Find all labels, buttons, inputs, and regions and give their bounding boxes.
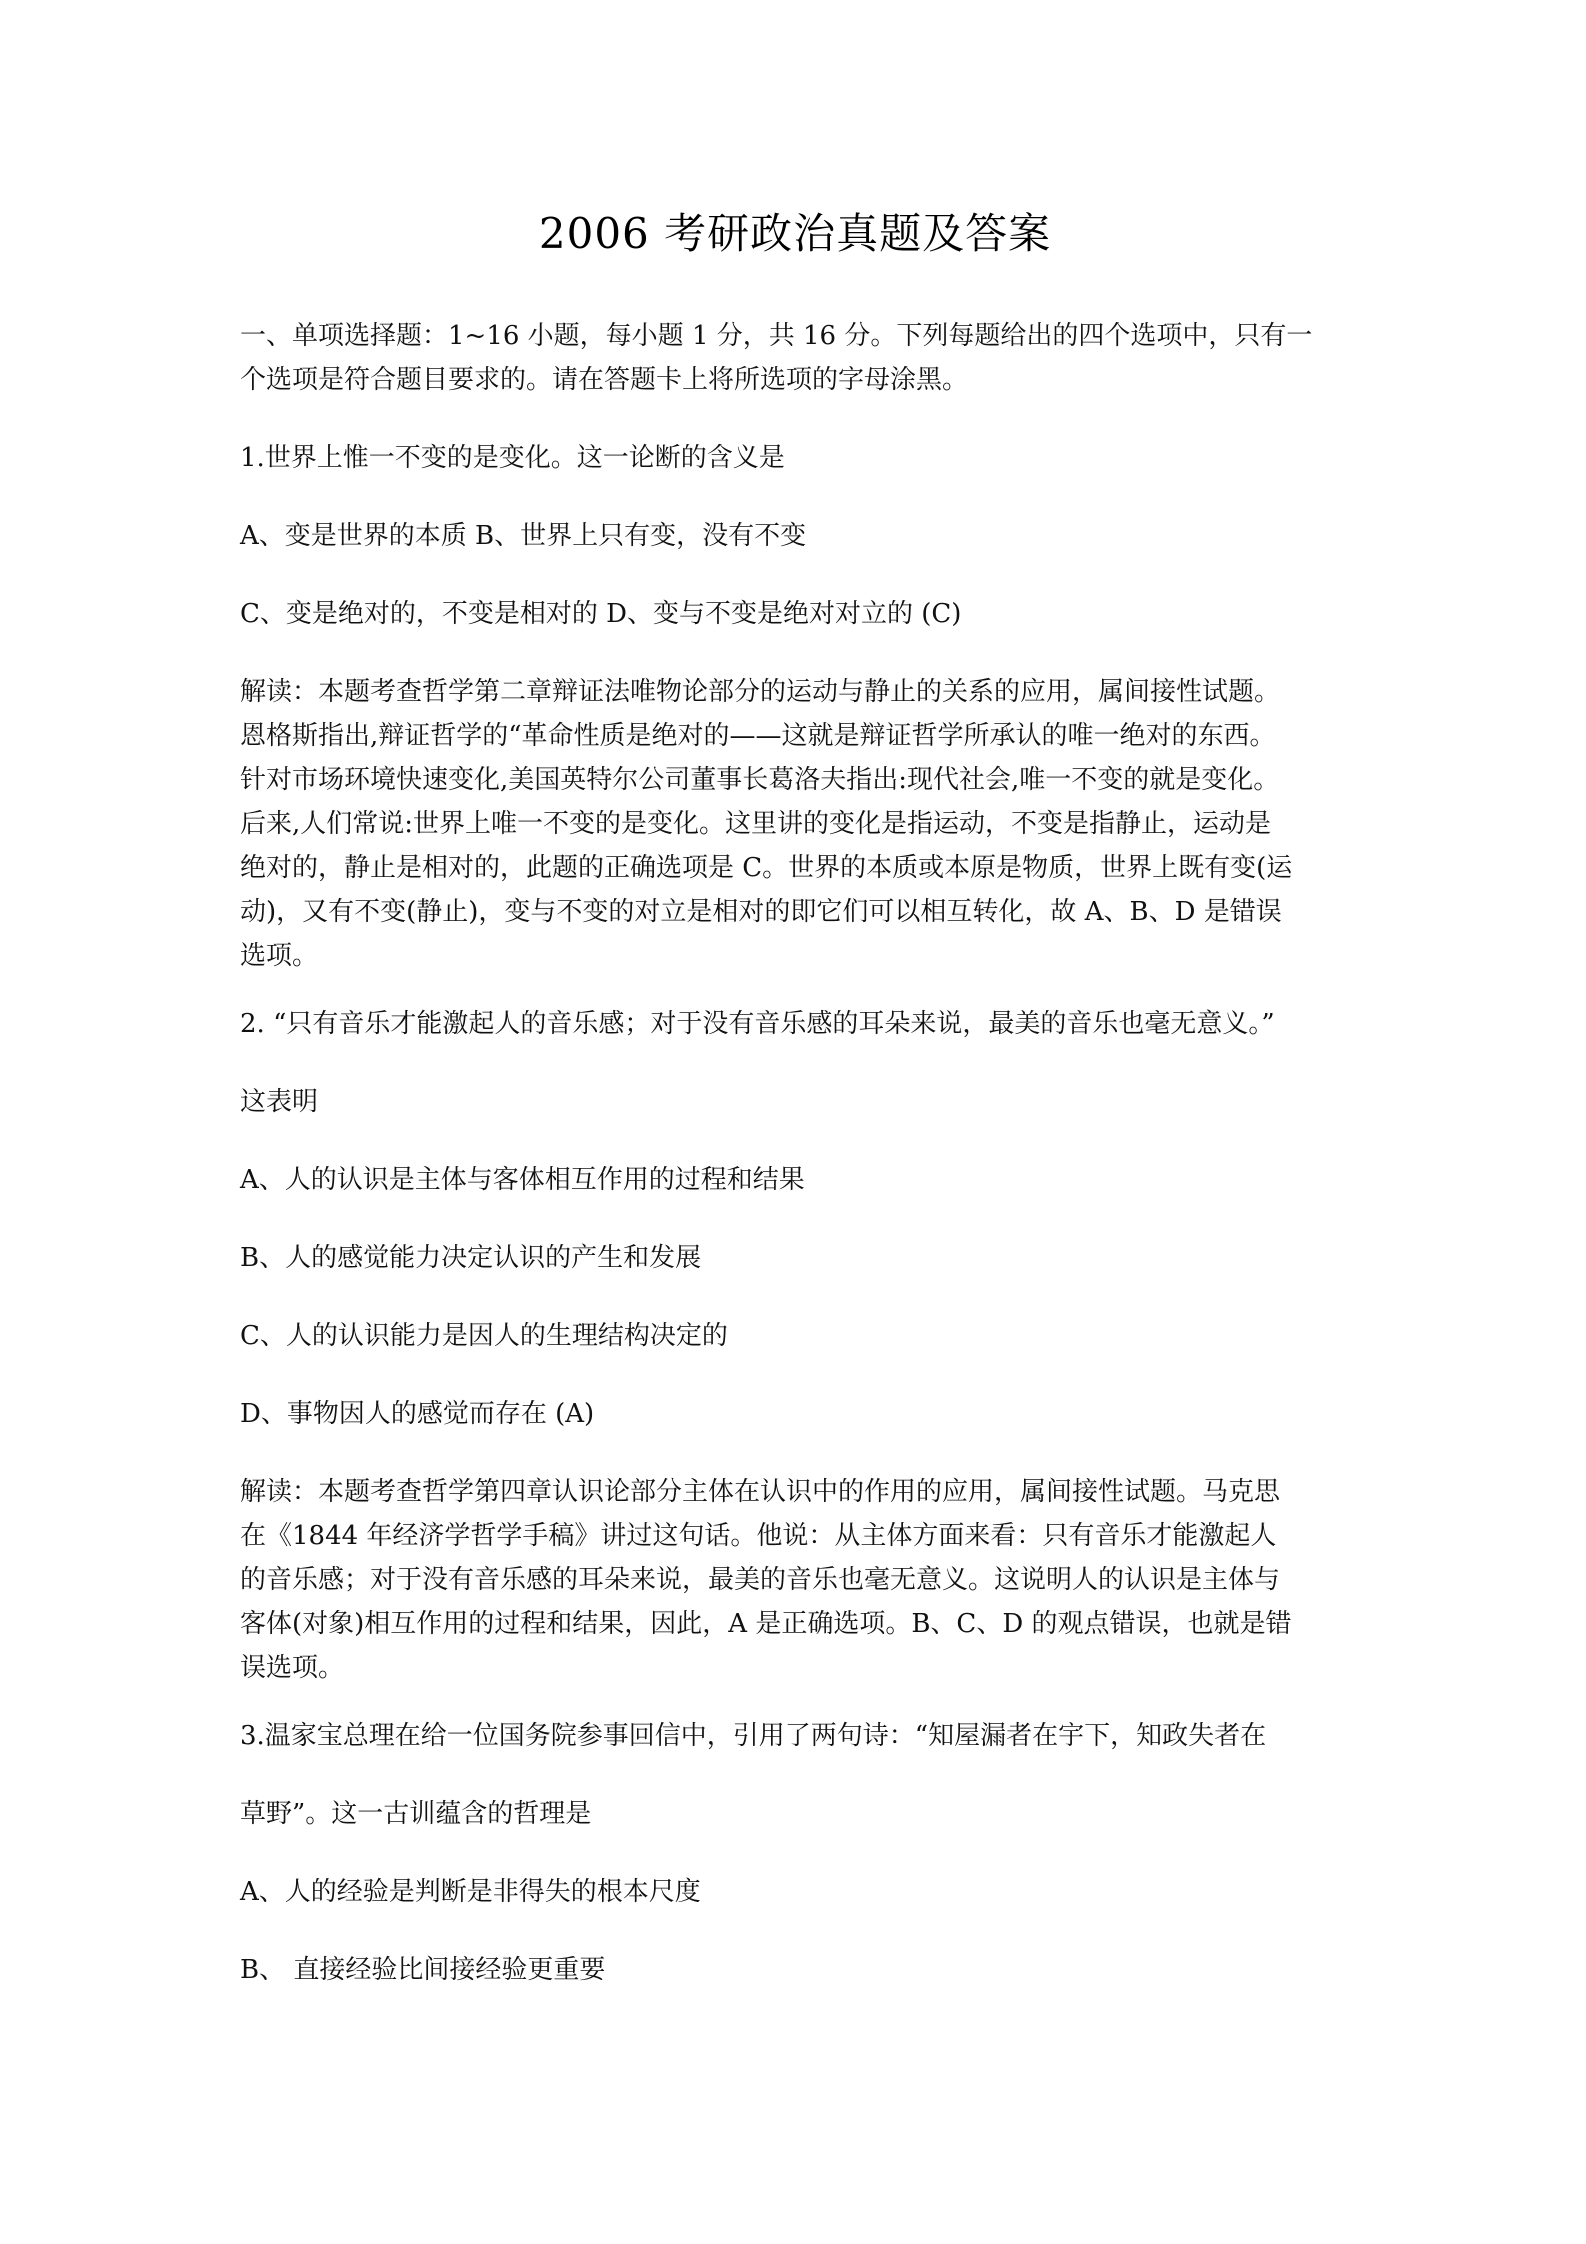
question-1-options-ab: A、变是世界的本质 B、世界上只有变，没有不变 — [240, 521, 807, 551]
explanation-line: 动)，又有不变(静止)，变与不变的对立是相对的即它们可以相互转化，故 A、B、D 是错误 — [240, 897, 1282, 927]
document-page — [240, 0, 1350, 2244]
explanation-line: 选项。 — [240, 941, 319, 971]
question-1-stem: 1.世界上惟一不变的是变化。这一论断的含义是 — [240, 443, 785, 473]
question-2-option-d: D、事物因人的感觉而存在 (A) — [240, 1399, 595, 1429]
question-1-explanation — [240, 670, 1350, 978]
question-2-stem-cont: 这表明 — [240, 1087, 319, 1117]
explanation-line: 解读：本题考查哲学第二章辩证法唯物论部分的运动与静止的关系的应用，属间接性试题。 — [240, 677, 1281, 707]
question-2-option-c: C、人的认识能力是因人的生理结构决定的 — [240, 1321, 728, 1351]
explanation-line: 在《1844 年经济学哲学手稿》讲过这句话。他说：从主体方面来看：只有音乐才能激起人 — [240, 1521, 1277, 1551]
explanation-line: 绝对的，静止是相对的，此题的正确选项是 C。世界的本质或本原是物质，世界上既有变(运 — [240, 853, 1293, 883]
explanation-line: 解读：本题考查哲学第四章认识论部分主体在认识中的作用的应用，属间接性试题。马克思 — [240, 1477, 1281, 1507]
section-intro-line-2: 个选项是符合题目要求的。请在答题卡上将所选项的字母涂黑。 — [240, 365, 969, 395]
question-3-option-a: A、人的经验是判断是非得失的根本尺度 — [240, 1877, 701, 1907]
page-title: 2006 考研政治真题及答案 — [538, 209, 1052, 258]
explanation-line: 的音乐感；对于没有音乐感的耳朵来说，最美的音乐也毫无意义。这说明人的认识是主体与 — [240, 1565, 1281, 1595]
explanation-line: 误选项。 — [240, 1653, 345, 1683]
question-3-stem: 3.温家宝总理在给一位国务院参事回信中，引用了两句诗：“知屋漏者在宇下，知政失者在 — [240, 1721, 1267, 1751]
section-intro-line-1: 一、单项选择题：1~16 小题，每小题 1 分，共 16 分。下列每题给出的四个选项中，只有一 — [240, 321, 1313, 351]
question-2-option-a: A、人的认识是主体与客体相互作用的过程和结果 — [240, 1165, 805, 1195]
explanation-line: 后来,人们常说:世界上唯一不变的是变化。这里讲的变化是指运动，不变是指静止，运动是 — [240, 809, 1272, 839]
question-2-explanation — [240, 1470, 1350, 1690]
explanation-line: 客体(对象)相互作用的过程和结果，因此，A 是正确选项。B、C、D 的观点错误，也就是错 — [240, 1609, 1292, 1639]
question-2-option-b: B、人的感觉能力决定认识的产生和发展 — [240, 1243, 702, 1273]
question-1-options-cd: C、变是绝对的，不变是相对的 D、变与不变是绝对对立的 (C) — [240, 599, 962, 629]
question-2-stem: 2. “只有音乐才能激起人的音乐感；对于没有音乐感的耳朵来说，最美的音乐也毫无意义。” — [240, 1009, 1275, 1039]
section-intro — [240, 314, 1350, 402]
question-3-option-b: B、 直接经验比间接经验更重要 — [240, 1955, 606, 1985]
explanation-line: 针对市场环境快速变化,美国英特尔公司董事长葛洛夫指出:现代社会,唯一不变的就是变化。 — [240, 765, 1280, 795]
explanation-line: 恩格斯指出,辩证哲学的“革命性质是绝对的——这就是辩证哲学所承认的唯一绝对的东西。 — [240, 721, 1276, 751]
question-3-stem-cont: 草野”。这一古训蕴含的哲理是 — [240, 1799, 592, 1829]
